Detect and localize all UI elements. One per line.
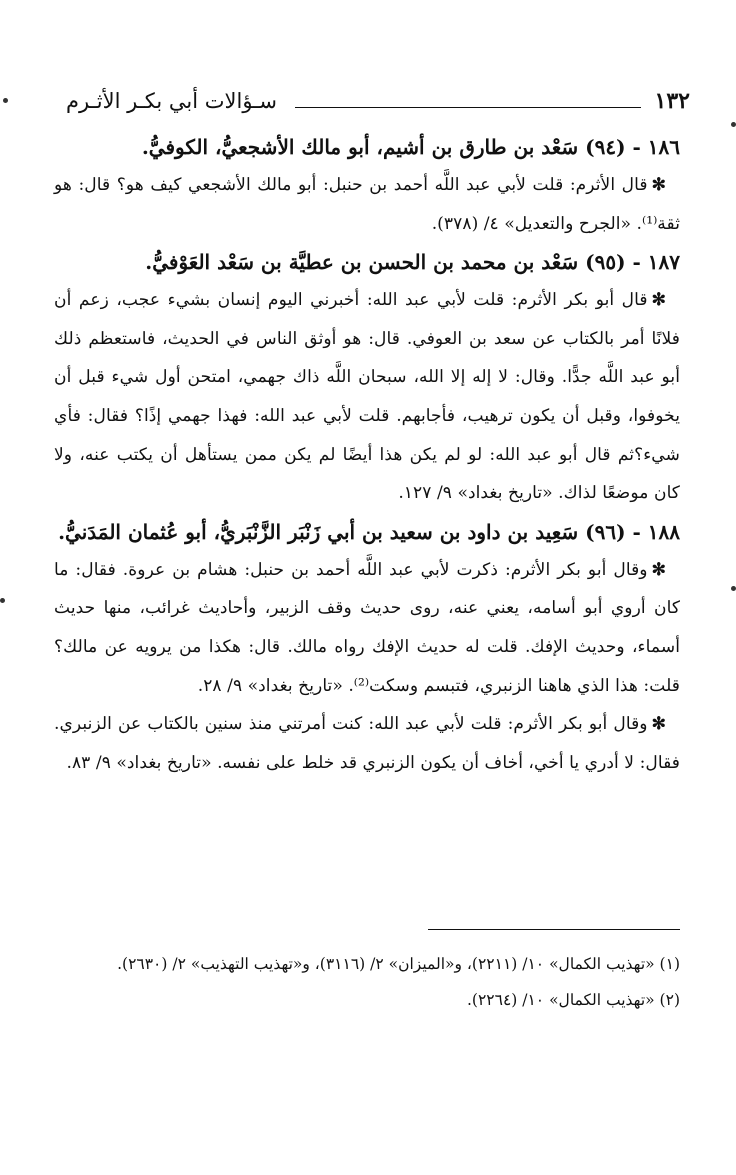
running-header: [66, 86, 690, 116]
scan-edge-mark: [731, 586, 736, 591]
header-rule: [295, 95, 641, 108]
footnote-rule: [428, 929, 680, 930]
page-number: ١٣٢: [654, 88, 690, 114]
paragraph-text: قال الأثرم: قلت لأبي عبد اللَّه أحمد بن حنبل: أبو مالك الأشجعي كيف هو؟ قال: هو ثقة⁽¹⁾. «الجرح والتعديل» ٤/ (٣٧٨).: [54, 175, 680, 234]
entry-heading: ١٨٧ - (٩٥) سَعْد بن محمد بن الحسن بن عطيَّة بن سَعْد العَوْفيُّ.: [145, 250, 680, 275]
footnote: (٢) «تهذيب الكمال» ١٠/ (٢٢٦٤).: [466, 991, 680, 1009]
asterisk-icon: ✻: [651, 175, 666, 195]
entry-paragraph: [54, 705, 680, 782]
entry-heading: ١٨٦ - (٩٤) سَعْد بن طارق بن أشيم، أبو مالك الأشجعيُّ، الكوفيُّ.: [141, 135, 680, 159]
entry-paragraph: [54, 551, 680, 705]
footnotes: [44, 946, 680, 1018]
asterisk-icon: ✻: [651, 559, 666, 580]
entry-paragraph: [54, 281, 680, 513]
entry-heading: ١٨٨ - (٩٦) سَعِيد بن داود بن سعيد بن أبي زَنْبَر الزَّنْبَريُّ، أبو عُثمان المَدَنيُّ.: [58, 519, 680, 544]
entry-188: [54, 513, 680, 783]
entry-paragraph: [54, 166, 680, 243]
entry-186: [54, 128, 680, 243]
asterisk-icon: ✻: [651, 714, 666, 735]
paragraph-text: وقال أبو بكر الأثرم: ذكرت لأبي عبد اللَّه أحمد بن حنبل: هشام بن عروة. فقال: ما كان أروي أبو أسامه، يعني عنه، روى حديث وقف الزبير، وأحاديث غرائب، منها حديث أسماء، وحديث الإفك. قلت له حديث الإفك رواه مالك. قال: هكذا من يرويه عن مالك؟ قلت: هذا الذي هاهنا الزنبري، فتبسم وسكت⁽²⁾. «تاريخ بغداد» ٩/ ٢٨.: [54, 559, 680, 696]
paragraph-text: وقال أبو بكر الأثرم: قلت لأبي عبد الله: كنت أمرتني منذ سنين بالكتاب عن الزنبري. فقال: لا أدري يا أخي، أخاف أن يكون الزنبري قد خلط على نفسه. «تاريخ بغداد» ٩/ ٨٣.: [54, 714, 680, 773]
scan-edge-mark: [731, 122, 736, 127]
scan-edge-mark: [0, 598, 5, 603]
running-title: سـؤالات أبي بكـر الأثـرم: [66, 89, 277, 113]
entry-187: [54, 243, 680, 513]
page-body: [54, 128, 680, 782]
paragraph-text: قال أبو بكر الأثرم: قلت لأبي عبد الله: أخبرني اليوم إنسان بشيء عجب، زعم أن فلانًا أمر بالكتاب عن سعد بن العوفي. قال: هو أوثق الناس في الحديث، فاستعظم ذلك أبو عبد اللَّه جدًّا. وقال: لا إله إلا الله، سبحان اللَّه ذاك جهمي، امتحن أول شيء قبل أن يخوفوا، وقبل أن يكون ترهيب، فأجابهم. قلت لأبي عبد الله: فهذا جهمي إذًا؟ فقال: فأي شيء؟ثم قال أبو عبد الله: لو لم يكن هذا أيضًا لم يكن ممن يستأهل أن يكتب عنه، ولا كان موضعًا لذاك. «تاريخ بغداد» ٩/ ١٢٧.: [54, 290, 680, 504]
asterisk-icon: ✻: [651, 290, 666, 311]
scan-edge-mark: [3, 98, 8, 103]
footnote: (١) «تهذيب الكمال» ١٠/ (٢٢١١)، و«الميزان» ٢/ (٣١١٦)، و«تهذيب التهذيب» ٢/ (٢٦٣٠).: [117, 955, 680, 973]
